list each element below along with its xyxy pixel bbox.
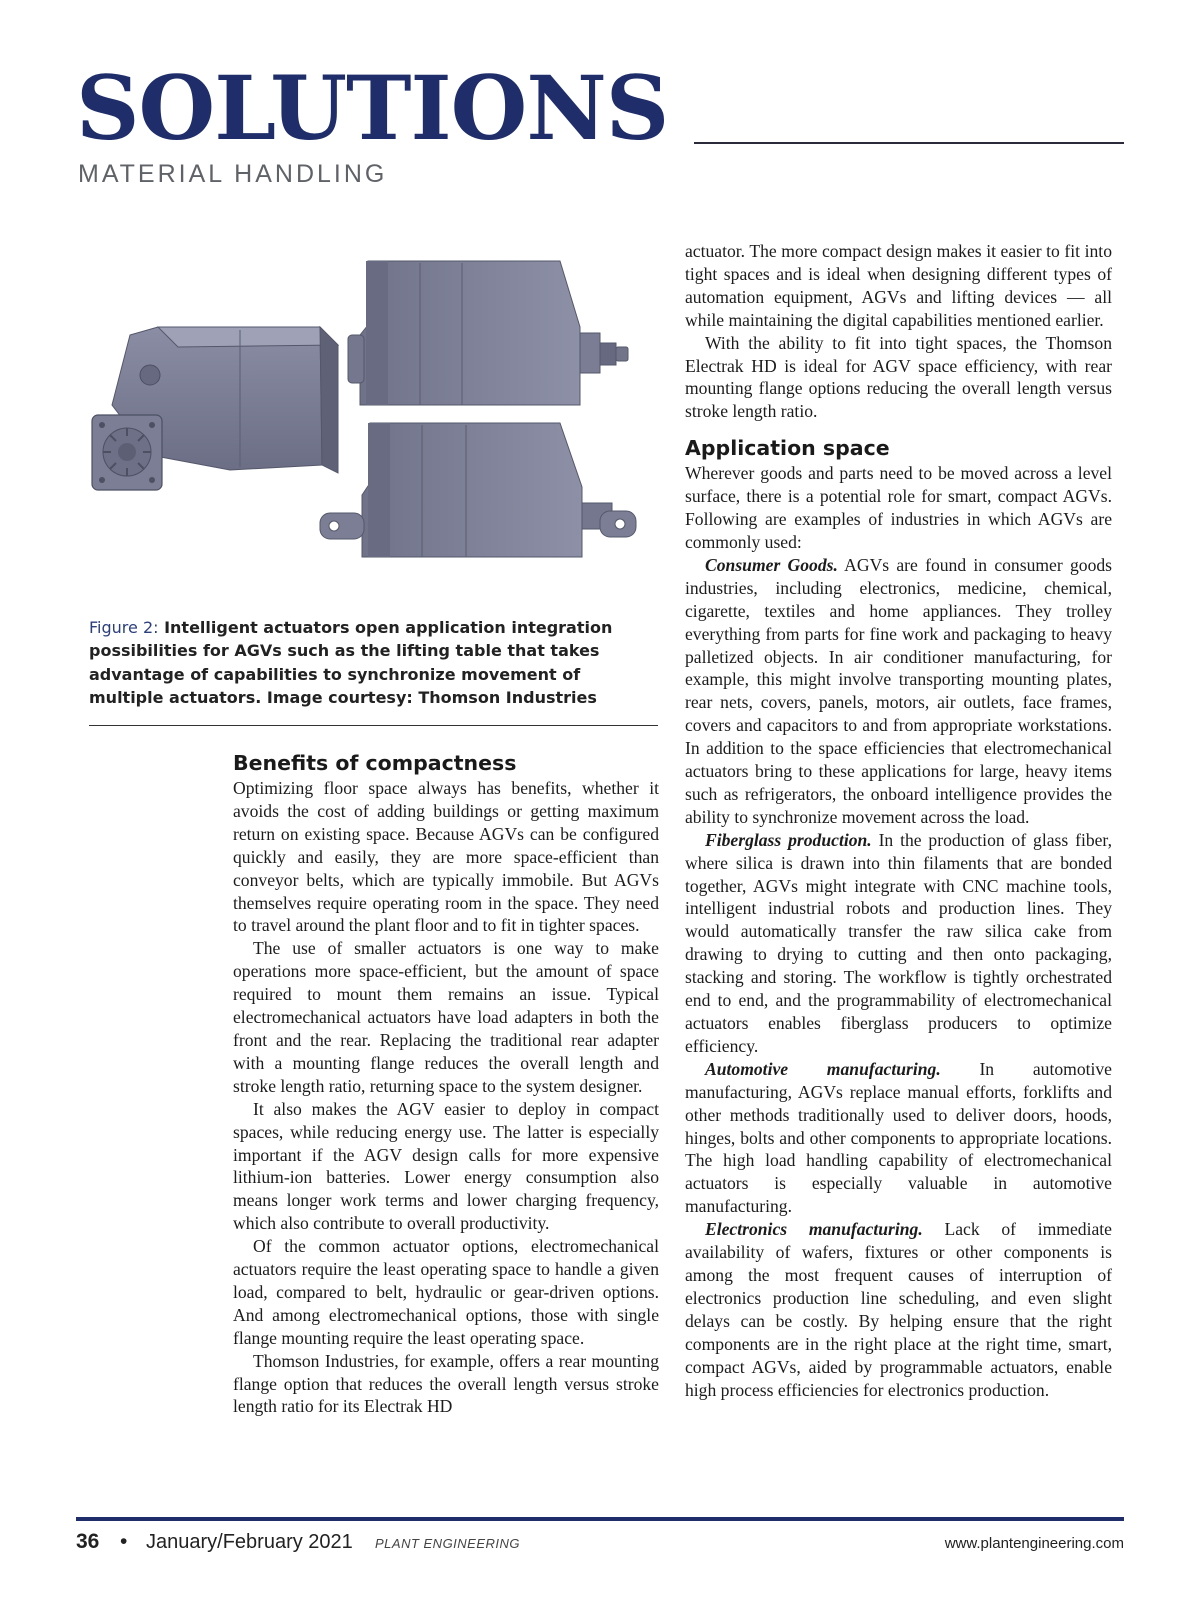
paragraph: Optimizing floor space always has benefits, whether it avoids the cost of adding buildings or getting maximum return on existing space. Because AGVs can be configured quickly and easily, they are more space-efficient than conveyor belts, which are typically immobile. But AGVs themselves require operating room in the space. They need to travel around the plant floor and to fit in tighter spaces. <box>233 778 659 936</box>
footer-bullet: • <box>120 1530 128 1553</box>
paragraph: actuator. The more compact design makes it easier to fit into tight spaces and is ideal when designing different types of automation equipment, AGVs and lifting devices — all while maintaining the digital capabilities mentioned earlier. <box>685 241 1112 330</box>
paragraph-text: In automotive manufacturing, AGVs replace manual efforts, forklifts and other methods traditionally used to deliver doors, hoods, hinges, bolts and other components to appropriate locations. The high load handling capability of electromechanical actuators is especially valuable in automotive manufacturing. <box>685 1058 1112 1217</box>
actuator-left-image <box>92 327 338 490</box>
paragraph: The use of smaller actuators is one way to make operations more space-efficient, but the amount of space required to mount them remains an issue. Typical electromechanical actuators have load adapters in both the front and the rear. Replacing the traditional rear adapter with a mounting flange reduces the overall length and stroke length ratio, returning space to the system designer. <box>233 938 659 1096</box>
actuator-bottom-image <box>320 423 636 557</box>
actuator-figure <box>90 255 650 585</box>
section-title: SOLUTIONS <box>76 56 669 160</box>
figure-caption <box>89 616 655 709</box>
header-rule <box>694 142 1124 144</box>
column-right <box>685 240 1112 1401</box>
paragraph-text: Lack of immediate availability of wafers, fixtures or other components is among the most frequent causes of interruption of electronics production line scheduling, and even slight delays can be costly. By helping ensure that the right components are in the right place at the right time, smart, compact AGVs, aided by programmable actuators, enable high process efficiencies for electronics production. <box>685 1219 1112 1400</box>
section-subtitle: MATERIAL HANDLING <box>78 160 388 188</box>
paragraph: It also makes the AGV easier to deploy in compact spaces, while reducing energy use. The latter is especially important if the AGV design calls for more expensive lithium-ion batteries. Lower energy consumption also means longer work terms and lower charging frequency, which also contribute to overall productivity. <box>233 1098 659 1234</box>
paragraph <box>685 554 1112 829</box>
paragraph-lead: Automotive manufacturing. <box>705 1058 941 1079</box>
paragraph-lead: Electronics manufacturing. <box>705 1219 923 1240</box>
magazine-name: PLANT ENGINEERING <box>375 1536 521 1551</box>
actuator-top-image <box>348 261 628 405</box>
caption-divider <box>89 725 658 726</box>
paragraph-text: AGVs are found in consumer goods industries, including electronics, medicine, chemical, cigarette, textiles and home appliances. They trolley everything from parts for fine work and packaging to heavy palletized objects. In air conditioner manufacturing, for example, this might involve transporting mounting plates, rear nets, covers, panels, motors, air outlets, face frames, covers and capacitors to and from appropriate workstations. In addition to the space efficiencies that electromechanical actuators bring to these applications for large, heavy items such as refrigerators, the onboard intelligence provides the ability to synchronize movement across the load. <box>685 554 1113 827</box>
page-footer <box>76 1530 1124 1560</box>
figure-label: Figure 2: <box>89 618 159 637</box>
paragraph <box>685 829 1112 1058</box>
page-number: 36 <box>76 1530 100 1553</box>
column-middle <box>233 750 659 1418</box>
paragraph: With the ability to fit into tight spaces, the Thomson Electrak HD is ideal for AGV space efficiency, with rear mounting flange options reducing the overall length versus stroke length ratio. <box>685 332 1112 422</box>
paragraph <box>685 1218 1112 1401</box>
figure-caption-text: Intelligent actuators open application integration possibilities for AGVs such as the lifting table that takes advantage of capabilities to synchronize movement of multiple actuators. Image courtesy: Thomson Industries <box>89 618 613 707</box>
website-link[interactable]: www.plantengineering.com <box>944 1535 1124 1552</box>
heading-application-space: Application space <box>685 436 890 461</box>
heading-benefits: Benefits of compactness <box>233 751 517 775</box>
footer-rule <box>76 1517 1124 1521</box>
paragraph: Of the common actuator options, electromechanical actuators require the least operating space to handle a given load, compared to belt, hydraulic or gear-driven options. And among electromechanical options, those with single flange mounting require the least operating space. <box>233 1236 659 1348</box>
paragraph <box>685 1058 1112 1218</box>
paragraph: Wherever goods and parts need to be moved across a level surface, there is a potential role for smart, compact AGVs. Following are examples of industries in which AGVs are commonly used: <box>685 463 1112 552</box>
issue-date: January/February 2021 <box>146 1531 353 1553</box>
paragraph-lead: Consumer Goods. <box>705 554 838 575</box>
paragraph: Thomson Industries, for example, offers a rear mounting flange option that reduces the overall length versus stroke length ratio for its Electrak HD <box>233 1350 659 1417</box>
paragraph-text: In the production of glass fiber, where silica is drawn into thin filaments that are bonded together, AGVs might integrate with CNC machine tools, intelligent industrial robots and production lines. They would automatically transfer the raw silica cake from drawing to drying to cutting and then onto packaging, stacking and storing. The workflow is tightly orchestrated end to end, and the programmability of electromechanical actuators enables fiberglass producers to optimize efficiency. <box>685 829 1112 1056</box>
paragraph-lead: Fiberglass production. <box>705 829 872 850</box>
